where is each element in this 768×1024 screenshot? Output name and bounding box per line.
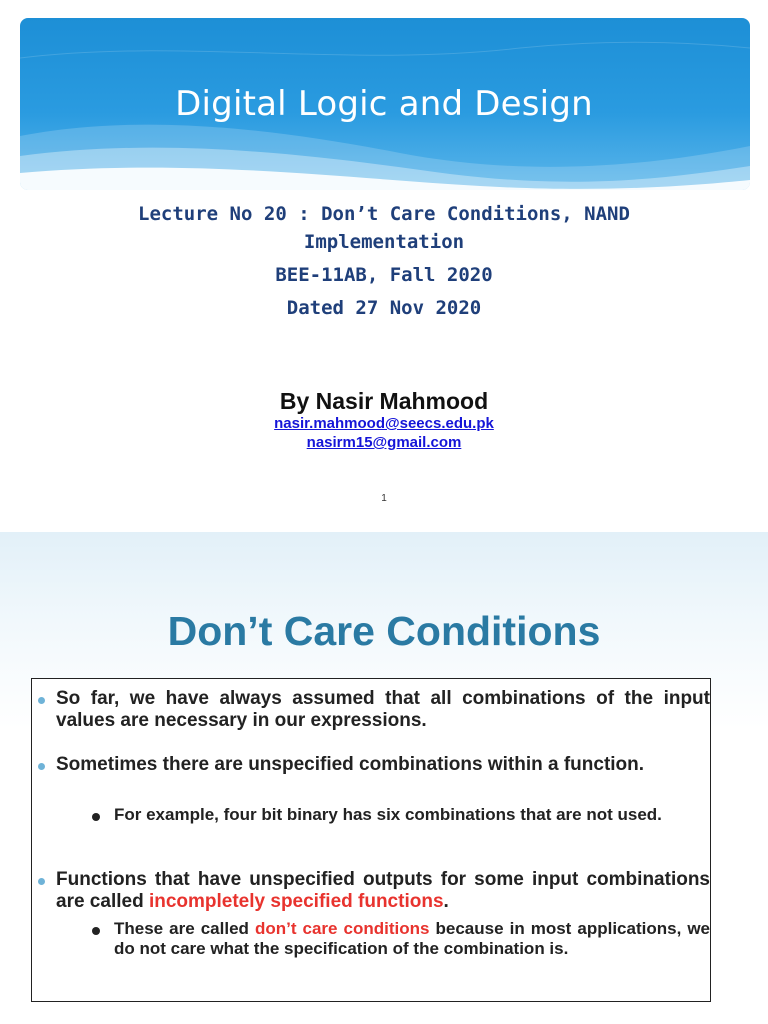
highlight-incompletely-specified: incompletely specified functions	[148, 891, 444, 912]
bullet-3-text	[56, 869, 710, 913]
bullet-3-sub-end: because in most applications, we do not care what the specification of the combination is.	[114, 919, 710, 958]
sub-bullet-icon	[92, 927, 100, 935]
bullet-icon	[38, 878, 45, 885]
bullet-icon	[38, 763, 45, 770]
slide-title: Don’t Care Conditions	[167, 608, 601, 654]
author-name: By Nasir Mahmood	[279, 388, 489, 414]
lecture-date: Dated 27 Nov 2020	[286, 297, 482, 319]
email-link-seecs[interactable]: nasir.mahmood@seecs.edu.pk	[274, 415, 494, 432]
bullet-3-text-start: Functions that have unspecified outputs for some input combinations are called	[56, 869, 710, 912]
page-number: 1	[381, 493, 387, 504]
dont-care-slide	[0, 532, 768, 1024]
bullet-icon	[38, 697, 45, 704]
email-link-gmail[interactable]: nasirm15@gmail.com	[306, 434, 462, 451]
bullet-2-text: Sometimes there are unspecified combinations within a function.	[56, 754, 645, 775]
lecture-info	[100, 200, 668, 322]
lecture-title-line1: Lecture No 20 : Don’t Care Conditions, NAND	[138, 203, 630, 225]
presentation-title: Digital Logic and Design	[175, 84, 593, 124]
bullet-1-text: So far, we have always assumed that all combinations of the input values are necessary in our expressions.	[56, 688, 710, 731]
highlight-dont-care-conditions: don’t care conditions	[254, 919, 430, 938]
bullet-2-sub-text: For example, four bit binary has six combinations that are not used.	[114, 805, 662, 824]
bullet-3-text-end: .	[443, 891, 449, 912]
course-code: BEE-11AB, Fall 2020	[275, 264, 493, 286]
lecture-title-line2: Implementation	[303, 231, 465, 253]
bullet-3-sub-start: These are called	[114, 919, 255, 938]
sub-bullet-icon	[92, 813, 100, 821]
bullet-3-sub-text	[114, 919, 710, 959]
